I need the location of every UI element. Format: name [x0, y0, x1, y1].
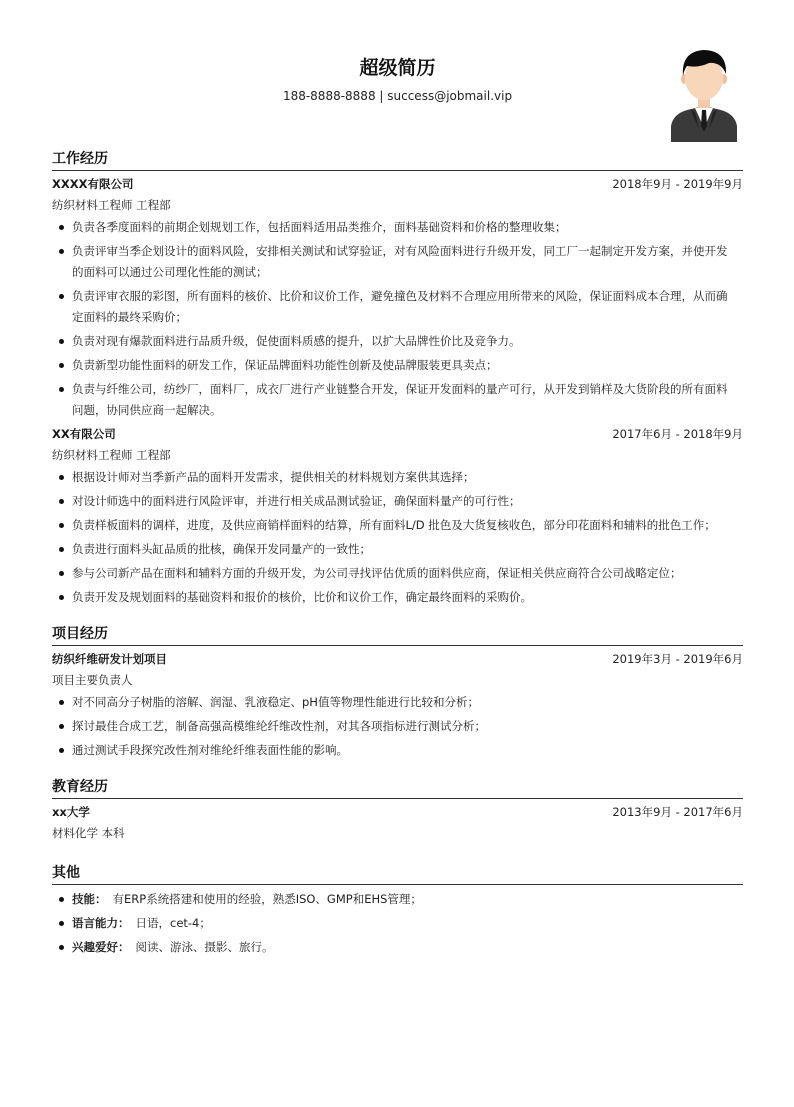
entry-date: 2019年3月 - 2019年6月: [612, 652, 743, 666]
list-item: [72, 889, 743, 910]
duty-list: [52, 217, 743, 421]
list-item: [72, 937, 743, 958]
list-item: 参与公司新产品在面料和辅料方面的升级开发，为公司寻找评估优质的面料供应商，保证相关供应商符合公司战略定位；: [72, 563, 743, 584]
education-title: 教育经历: [52, 776, 743, 799]
major: 材料化学 本科: [52, 826, 125, 840]
other-list: [52, 889, 743, 958]
duty-list: [52, 467, 743, 608]
work-experience-section: [52, 148, 743, 608]
job-role: 纺织材料工程师 工程部: [52, 448, 171, 462]
list-item: 探讨最佳合成工艺，制备高强高模维纶纤维改性剂，对其各项指标进行测试分析；: [72, 716, 743, 737]
item-label: 技能：: [72, 892, 107, 906]
item-text: 阅读、游泳、摄影、旅行。: [135, 940, 274, 954]
list-item: 对设计师选中的面料进行风险评审，并进行相关成品测试验证，确保面料量产的可行性；: [72, 491, 743, 512]
avatar: [669, 46, 739, 142]
candidate-name: 超级简历: [359, 57, 436, 79]
education-section: [52, 776, 743, 844]
item-label: 兴趣爱好：: [72, 940, 130, 954]
other-title: 其他: [52, 862, 743, 885]
project-role: 项目主要负责人: [52, 673, 133, 687]
list-item: [72, 913, 743, 934]
list-item: 负责对现有爆款面料进行品质升级，促使面料质感的提升，以扩大品牌性价比及竞争力。: [72, 331, 743, 352]
list-item: 负责与纤维公司，纺纱厂，面料厂，成衣厂进行产业链整合开发，保证开发面料的量产可行，从开发到销样及大货阶段的所有面料问题，协同供应商一起解决。: [72, 379, 743, 421]
school-name: xx大学: [52, 805, 90, 819]
company-name: XXXX有限公司: [52, 177, 134, 191]
item-text: 日语，cet-4；: [135, 916, 211, 930]
work-entry: [52, 424, 743, 608]
project-list: [52, 692, 743, 761]
entry-date: 2013年9月 - 2017年6月: [612, 805, 743, 819]
other-section: [52, 862, 743, 958]
item-text: 有ERP系统搭建和使用的经验，熟悉ISO、GMP和EHS管理；: [112, 892, 422, 906]
project-section: [52, 623, 743, 761]
work-entry: [52, 174, 743, 421]
list-item: 通过测试手段探究改性剂对维纶纤维表面性能的影响。: [72, 740, 743, 761]
list-item: 根据设计师对当季新产品的面料开发需求，提供相关的材料规划方案供其选择；: [72, 467, 743, 488]
list-item: 负责进行面料头缸品质的批核，确保开发同量产的一致性；: [72, 539, 743, 560]
company-name: XX有限公司: [52, 427, 116, 441]
list-item: 负责各季度面料的前期企划规划工作，包括面料适用品类推介，面料基础资料和价格的整理收集；: [72, 217, 743, 238]
work-experience-title: 工作经历: [52, 148, 743, 171]
list-item: 负责新型功能性面料的研发工作，保证品牌面料功能性创新及使品牌服装更具卖点；: [72, 355, 743, 376]
project-title: 项目经历: [52, 623, 743, 646]
entry-date: 2017年6月 - 2018年9月: [612, 427, 743, 441]
item-label: 语言能力：: [72, 916, 130, 930]
list-item: 负责评审衣服的彩图，所有面料的核价、比价和议价工作，避免撞色及材料不合理应用所带来的风险，保证面料成本合理，从而确定面料的最终采购价；: [72, 286, 743, 328]
list-item: 负责样板面料的调样，进度，及供应商销样面料的结算，所有面料L/D 批色及大货复核收色，部分印花面料和辅料的批色工作；: [72, 515, 743, 536]
job-role: 纺织材料工程师 工程部: [52, 198, 171, 212]
resume-header: [52, 0, 743, 148]
list-item: 负责开发及规划面料的基础资料和报价的核价，比价和议价工作，确定最终面料的采购价。: [72, 587, 743, 608]
contact-info: 188-8888-8888 | success@jobmail.vip: [282, 89, 513, 103]
entry-date: 2018年9月 - 2019年9月: [612, 177, 743, 191]
list-item: 对不同高分子树脂的溶解、润湿、乳液稳定、pH值等物理性能进行比较和分析；: [72, 692, 743, 713]
resume-page: [52, 0, 743, 961]
list-item: 负责评审当季企划设计的面料风险，安排相关测试和试穿验证，对有风险面料进行升级开发，同工厂一起制定开发方案，并使开发的面料可以通过公司理化性能的测试；: [72, 241, 743, 283]
project-name: 纺织纤维研发计划项目: [52, 652, 167, 666]
